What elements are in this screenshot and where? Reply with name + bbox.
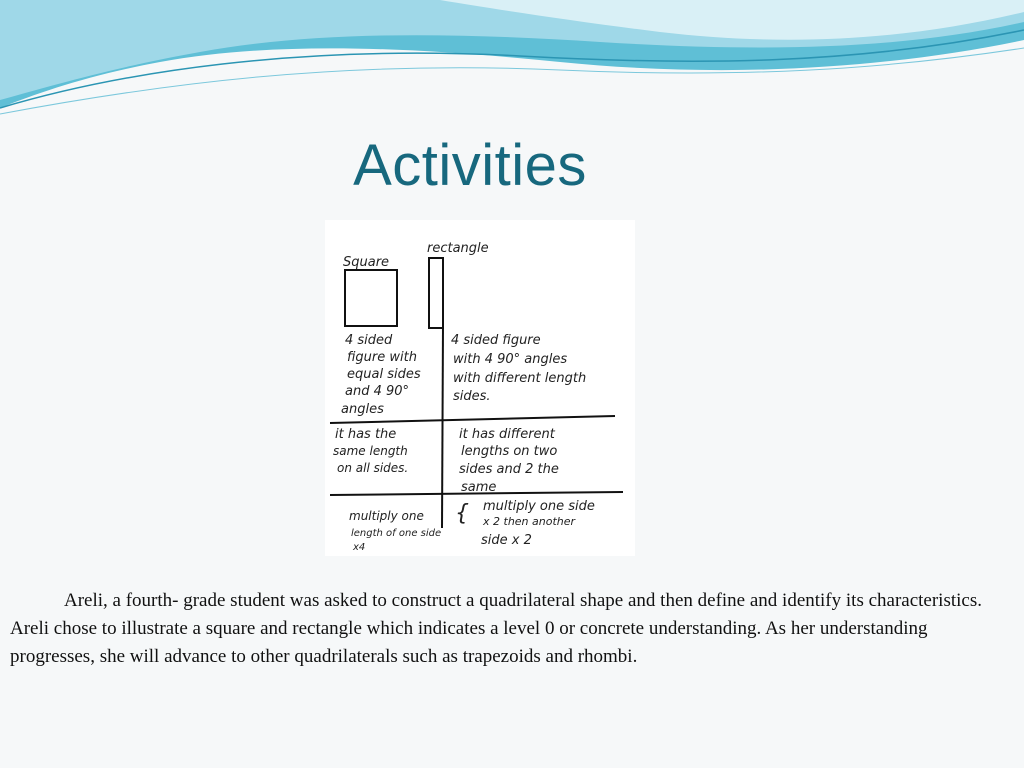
drawing-vertical-divider bbox=[442, 325, 443, 528]
square-area-line: length of one side bbox=[351, 528, 442, 539]
square-shape bbox=[345, 270, 397, 326]
square-def-line: equal sides bbox=[347, 367, 421, 382]
square-def-line: 4 sided bbox=[345, 333, 393, 348]
square-label: Square bbox=[343, 255, 390, 270]
square-def-line: and 4 90° bbox=[345, 384, 410, 399]
square-sides-line: same length bbox=[333, 444, 408, 458]
header-wave-decoration bbox=[0, 0, 1024, 120]
rectangle-sides-line: sides and 2 the bbox=[459, 462, 559, 477]
square-sides-line: on all sides. bbox=[337, 461, 409, 475]
student-drawing-image bbox=[325, 220, 635, 556]
rectangle-area-line: side x 2 bbox=[481, 533, 532, 548]
rectangle-label: rectangle bbox=[427, 241, 489, 256]
rectangle-sides-line: same bbox=[461, 480, 497, 495]
square-def-line: angles bbox=[341, 402, 384, 417]
drawing-horizontal-divider-1 bbox=[330, 416, 615, 423]
rectangle-def-line: with 4 90° angles bbox=[453, 352, 568, 367]
rectangle-shape bbox=[429, 258, 443, 328]
square-area-line: x4 bbox=[353, 542, 366, 553]
rectangle-area-line: x 2 then another bbox=[483, 515, 576, 528]
rectangle-sides-line: lengths on two bbox=[461, 444, 558, 459]
square-area-line: multiply one bbox=[349, 509, 424, 523]
rectangle-def-line: 4 sided figure bbox=[451, 333, 541, 348]
square-def-line: figure with bbox=[347, 350, 417, 365]
square-sides-line: it has the bbox=[335, 427, 397, 442]
svg-text:{: { bbox=[455, 501, 469, 526]
rectangle-sides-line: it has different bbox=[459, 427, 555, 442]
rectangle-def-line: with different length bbox=[453, 371, 587, 386]
slide-title: Activities bbox=[353, 133, 587, 198]
slide-caption: Areli, a fourth- grade student was asked to construct a quadrilateral shape and then define and identify its characteristics. Areli chose to illustrate a square and rectangle which indicates a level 0 or concrete understanding. As her understanding progresses, she will advance to other quadrilaterals such as trapezoids and rhombi. bbox=[10, 590, 982, 667]
rectangle-def-line: sides. bbox=[453, 389, 491, 404]
rectangle-area-line: multiply one side bbox=[483, 499, 595, 514]
